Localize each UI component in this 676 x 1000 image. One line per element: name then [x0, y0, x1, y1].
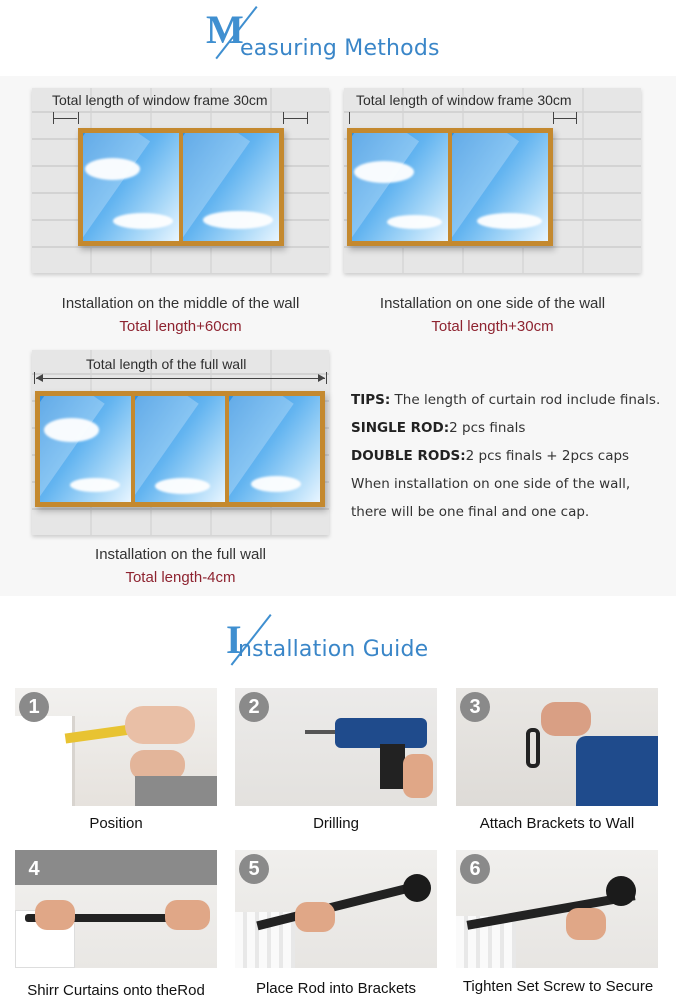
step-label-5: Place Rod into Brackets [255, 980, 417, 997]
step-photo-2 [235, 688, 437, 806]
window-frame-side [347, 128, 553, 246]
installation-guide-header [0, 610, 676, 680]
tips-block [351, 386, 671, 526]
dimension-tick [34, 372, 35, 384]
step-photo-5 [235, 850, 437, 968]
step-number-4: 4 [19, 854, 49, 884]
dimension-tick [78, 112, 79, 124]
window-frame-middle [78, 128, 284, 246]
single-rod-line [351, 414, 671, 442]
step-number-2: 2 [239, 692, 269, 722]
step-label-2: Drilling [313, 815, 359, 832]
tips-line [351, 386, 671, 414]
dimension-label-side: Total length of window frame 30cm [356, 92, 572, 108]
installation-title-initial: I [226, 617, 242, 662]
step-photo-3 [456, 688, 658, 806]
measuring-methods-header [0, 0, 676, 70]
step-photo-1 [15, 688, 217, 806]
step-number-6: 6 [460, 854, 490, 884]
formula-middle: Total length+60cm [119, 318, 242, 335]
dimension-line-side-right [553, 118, 576, 119]
window-pane [83, 133, 179, 241]
dimension-line-middle-left [53, 118, 77, 119]
double-rod-text: 2 pcs finals + 2pcs caps [465, 448, 630, 464]
step-number-5: 5 [239, 854, 269, 884]
tips-text: The length of curtain rod include finals. [390, 392, 661, 408]
dimension-tick [53, 112, 54, 124]
window-frame-full [35, 391, 325, 507]
window-pane [135, 396, 226, 502]
dimension-line-middle-right [283, 118, 307, 119]
step-label-1: Position [89, 815, 143, 832]
dimension-tick [307, 112, 308, 124]
measuring-title-initial: M [206, 7, 244, 52]
measuring-title-text: easuring Methods [240, 36, 440, 61]
step-photo-6 [456, 850, 658, 968]
dimension-tick [349, 112, 350, 124]
caption-side: Installation on one side of the wall [379, 295, 606, 312]
dimension-tick [283, 112, 284, 124]
window-pane [452, 133, 548, 241]
tips-label: TIPS: [351, 392, 391, 408]
step-label-6: Tighten Set Screw to Secure [462, 978, 654, 995]
step-label-3: Attach Brackets to Wall [479, 815, 635, 832]
window-pane [183, 133, 279, 241]
installation-title-text: nstallation Guide [238, 637, 429, 662]
dimension-line-full [36, 378, 325, 379]
note-line-1: When installation on one side of the wall, [351, 476, 631, 492]
caption-full: Installation on the full wall [95, 546, 266, 563]
step-label-4: Shirr Curtains onto theRod [27, 982, 205, 999]
note-line-2: there will be one final and one cap. [351, 504, 590, 520]
step-photo-4 [15, 850, 217, 968]
dimension-label-middle: Total length of window frame 30cm [52, 92, 268, 108]
dimension-arrow-left [36, 374, 43, 382]
formula-side: Total length+30cm [431, 318, 554, 335]
window-pane [352, 133, 448, 241]
step-number-1: 1 [19, 692, 49, 722]
double-rod-label: DOUBLE RODS: [351, 448, 466, 464]
single-rod-label: SINGLE ROD: [351, 420, 450, 436]
caption-middle: Installation on the middle of the wall [61, 295, 300, 312]
dimension-arrow-right [318, 374, 325, 382]
dimension-tick [553, 112, 554, 124]
step-number-3: 3 [460, 692, 490, 722]
dimension-label-full: Total length of the full wall [86, 356, 247, 372]
double-rod-line [351, 442, 671, 470]
window-pane [40, 396, 131, 502]
formula-full: Total length-4cm [125, 569, 236, 586]
single-rod-text: 2 pcs finals [449, 420, 526, 436]
window-pane [229, 396, 320, 502]
dimension-tick [576, 112, 577, 124]
dimension-tick [326, 372, 327, 384]
